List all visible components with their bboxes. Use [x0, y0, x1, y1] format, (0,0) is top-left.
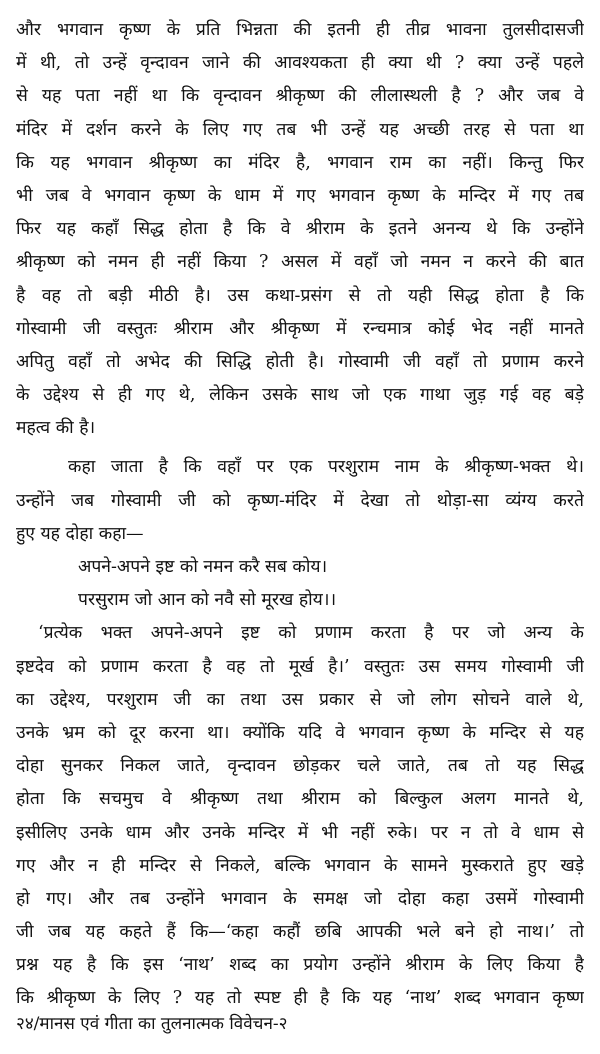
- page-footer: २४/मानस एवं गीता का तुलनात्मक विवेचन-२: [16, 1014, 288, 1034]
- text-line: श्रीकृष्ण को नमन ही नहीं किया ? असल में वहाँ जो नमन न करने की बात: [16, 252, 584, 273]
- text-line: उन्होंने जब गोस्वामी जी को कृष्ण-मंदिर में देखा तो थोड़ा-सा व्यंग्य करते: [16, 490, 584, 511]
- text-line: प्रश्न यह है कि इस ‘नाथ’ शब्द का प्रयोग उन्होंने श्रीराम के लिए किया है: [16, 955, 584, 976]
- verse-line: अपने-अपने इष्ट को नमन करै सब कोय।: [78, 557, 328, 577]
- text-line: का उद्देश्य, परशुराम जी का तथा उस प्रकार से जो लोग सोचने वाले थे,: [16, 689, 584, 710]
- text-line: मंदिर में दर्शन करने के लिए गए तब भी उन्हें यह अच्छी तरह से पता था: [16, 119, 584, 140]
- text-line: में थी, तो उन्हें वृन्दावन जाने की आवश्यकता ही क्या थी ? क्या उन्हें पहले: [16, 53, 584, 74]
- text-line: फिर यह कहाँ सिद्ध होता है कि वे श्रीराम के इतने अनन्य थे कि उन्होंने: [16, 219, 584, 240]
- paragraph-1: [16, 14, 584, 445]
- text-line: उनके भ्रम को दूर करना था। क्योंकि यदि वे भगवान कृष्ण के मन्दिर से यह: [16, 722, 584, 743]
- paragraph-2: [16, 451, 584, 551]
- paragraph-3: [16, 617, 584, 1015]
- text-line: और भगवान कृष्ण के प्रति भिन्नता की इतनी ही तीव्र भावना तुलसीदासजी: [16, 20, 584, 40]
- text-line: ‘प्रत्येक भक्त अपने-अपने इष्ट को प्रणाम करता है पर जो अन्य के: [38, 623, 584, 644]
- body-text: [16, 14, 584, 1016]
- doha-verse: [16, 551, 584, 617]
- text-line: महत्व की है।: [16, 418, 96, 439]
- text-line: इष्टदेव को प्रणाम करता है वह तो मूर्ख है।’ वस्तुतः उस समय गोस्वामी जी: [16, 656, 584, 677]
- text-line: कि श्रीकृष्ण के लिए ? यह तो स्पष्ट ही है कि यह ‘नाथ’ शब्द भगवान कृष्ण: [16, 988, 584, 1009]
- text-line: इसीलिए उनके धाम और उनके मन्दिर में भी नहीं रुके। पर न तो वे धाम से: [16, 822, 584, 843]
- text-line: हो गए। और तब उन्होंने भगवान के समक्ष जो दोहा कहा उसमें गोस्वामी: [16, 888, 584, 909]
- verse-line: परसुराम जो आन को नवै सो मूरख होय।।: [78, 590, 337, 611]
- text-line: से यह पता नहीं था कि वृन्दावन श्रीकृष्ण की लीलास्थली है ? और जब वे: [16, 86, 584, 107]
- text-line: भी जब वे भगवान कृष्ण के धाम में गए भगवान कृष्ण के मन्दिर में गए तब: [16, 185, 584, 206]
- text-line: कहा जाता है कि वहाँ पर एक परशुराम नाम के श्रीकृष्ण-भक्त थे।: [68, 457, 584, 478]
- text-line: गोस्वामी जी वस्तुतः श्रीराम और श्रीकृष्ण में रन्चमात्र कोई भेद नहीं मानते: [16, 318, 584, 339]
- text-line: अपितु वहाँ तो अभेद की सिद्धि होती है। गोस्वामी जी वहाँ तो प्रणाम करने: [16, 351, 584, 372]
- text-line: दोहा सुनकर निकल जाते, वृन्दावन छोड़कर चले जाते, तब तो यह सिद्ध: [16, 756, 584, 777]
- text-line: के उद्देश्य से ही गए थे, लेकिन उसके साथ जो एक गाथा जुड़ गई वह बड़े: [16, 385, 584, 406]
- text-line: हुए यह दोहा कहा—: [16, 523, 144, 544]
- text-line: गए और न ही मन्दिर से निकले, बल्कि भगवान के सामने मुस्कराते हुए खड़े: [16, 855, 584, 876]
- text-line: जी जब यह कहते हैं कि—‘कहा कहौं छबि आपकी भले बने हो नाथ।’ तो: [16, 922, 584, 943]
- text-line: कि यह भगवान श्रीकृष्ण का मंदिर है, भगवान राम का नहीं। किन्तु फिर: [16, 152, 584, 173]
- text-line: है वह तो बड़ी मीठी है। उस कथा-प्रसंग से तो यही सिद्ध होता है कि: [16, 285, 584, 306]
- text-line: होता कि सचमुच वे श्रीकृष्ण तथा श्रीराम को बिल्कुल अलग मानते थे,: [16, 789, 584, 810]
